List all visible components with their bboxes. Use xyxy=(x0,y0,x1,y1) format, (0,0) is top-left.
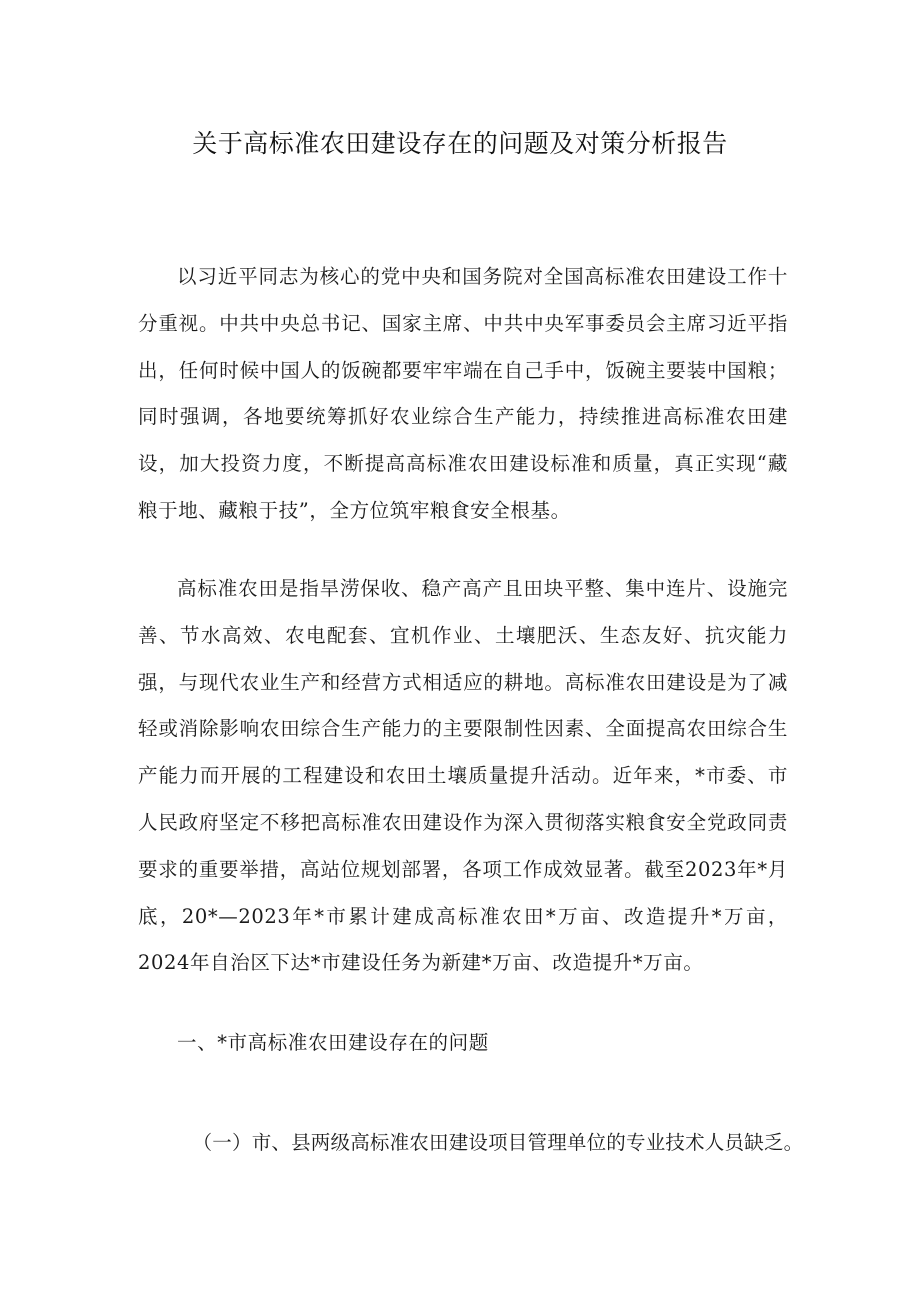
subsection-heading: （一）市、县两级高标准农田建设项目管理单位的专业技术人员缺乏。 xyxy=(192,1131,804,1154)
paragraph-intro: 以习近平同志为核心的党中央和国务院对全国高标准农田建设工作十分重视。中共中央总书记、国家主席、中共中央军事委员会主席习近平指出，任何时候中国人的饭碗都要牢牢端在自己手中，饭碗主要装中国粮；同时强调，各地要统筹抓好农业综合生产能力，持续推进高标准农田建设，加大投资力度，不断提高高标准农田建设标准和质量，真正实现“藏粮于地、藏粮于技”，全方位筑牢粮食安全根基。 xyxy=(138,265,788,522)
document-title: 关于高标准农田建设存在的问题及对策分析报告 xyxy=(192,129,728,158)
section-heading: 一、*市高标准农田建设存在的问题 xyxy=(177,1031,489,1054)
paragraph-definition: 高标准农田是指旱涝保收、稳产高产且田块平整、集中连片、设施完善、节水高效、农电配套、宜机作业、土壤肥沃、生态友好、抗灾能力强，与现代农业生产和经营方式相适应的耕地。高标准农田建设是为了减轻或消除影响农田综合生产能力的主要限制性因素、全面提高农田综合生产能力而开展的工程建设和农田土壤质量提升活动。近年来，*市委、市人民政府坚定不移把高标准农田建设作为深入贯彻落实粮食安全党政同责要求的重要举措，高站位规划部署，各项工作成效显著。截至2023年*月底，20*—2023年*市累计建成高标准农田*万亩、改造提升*万亩，2024年自治区下达*市建设任务为新建*万亩、改造提升*万亩。 xyxy=(138,577,788,975)
